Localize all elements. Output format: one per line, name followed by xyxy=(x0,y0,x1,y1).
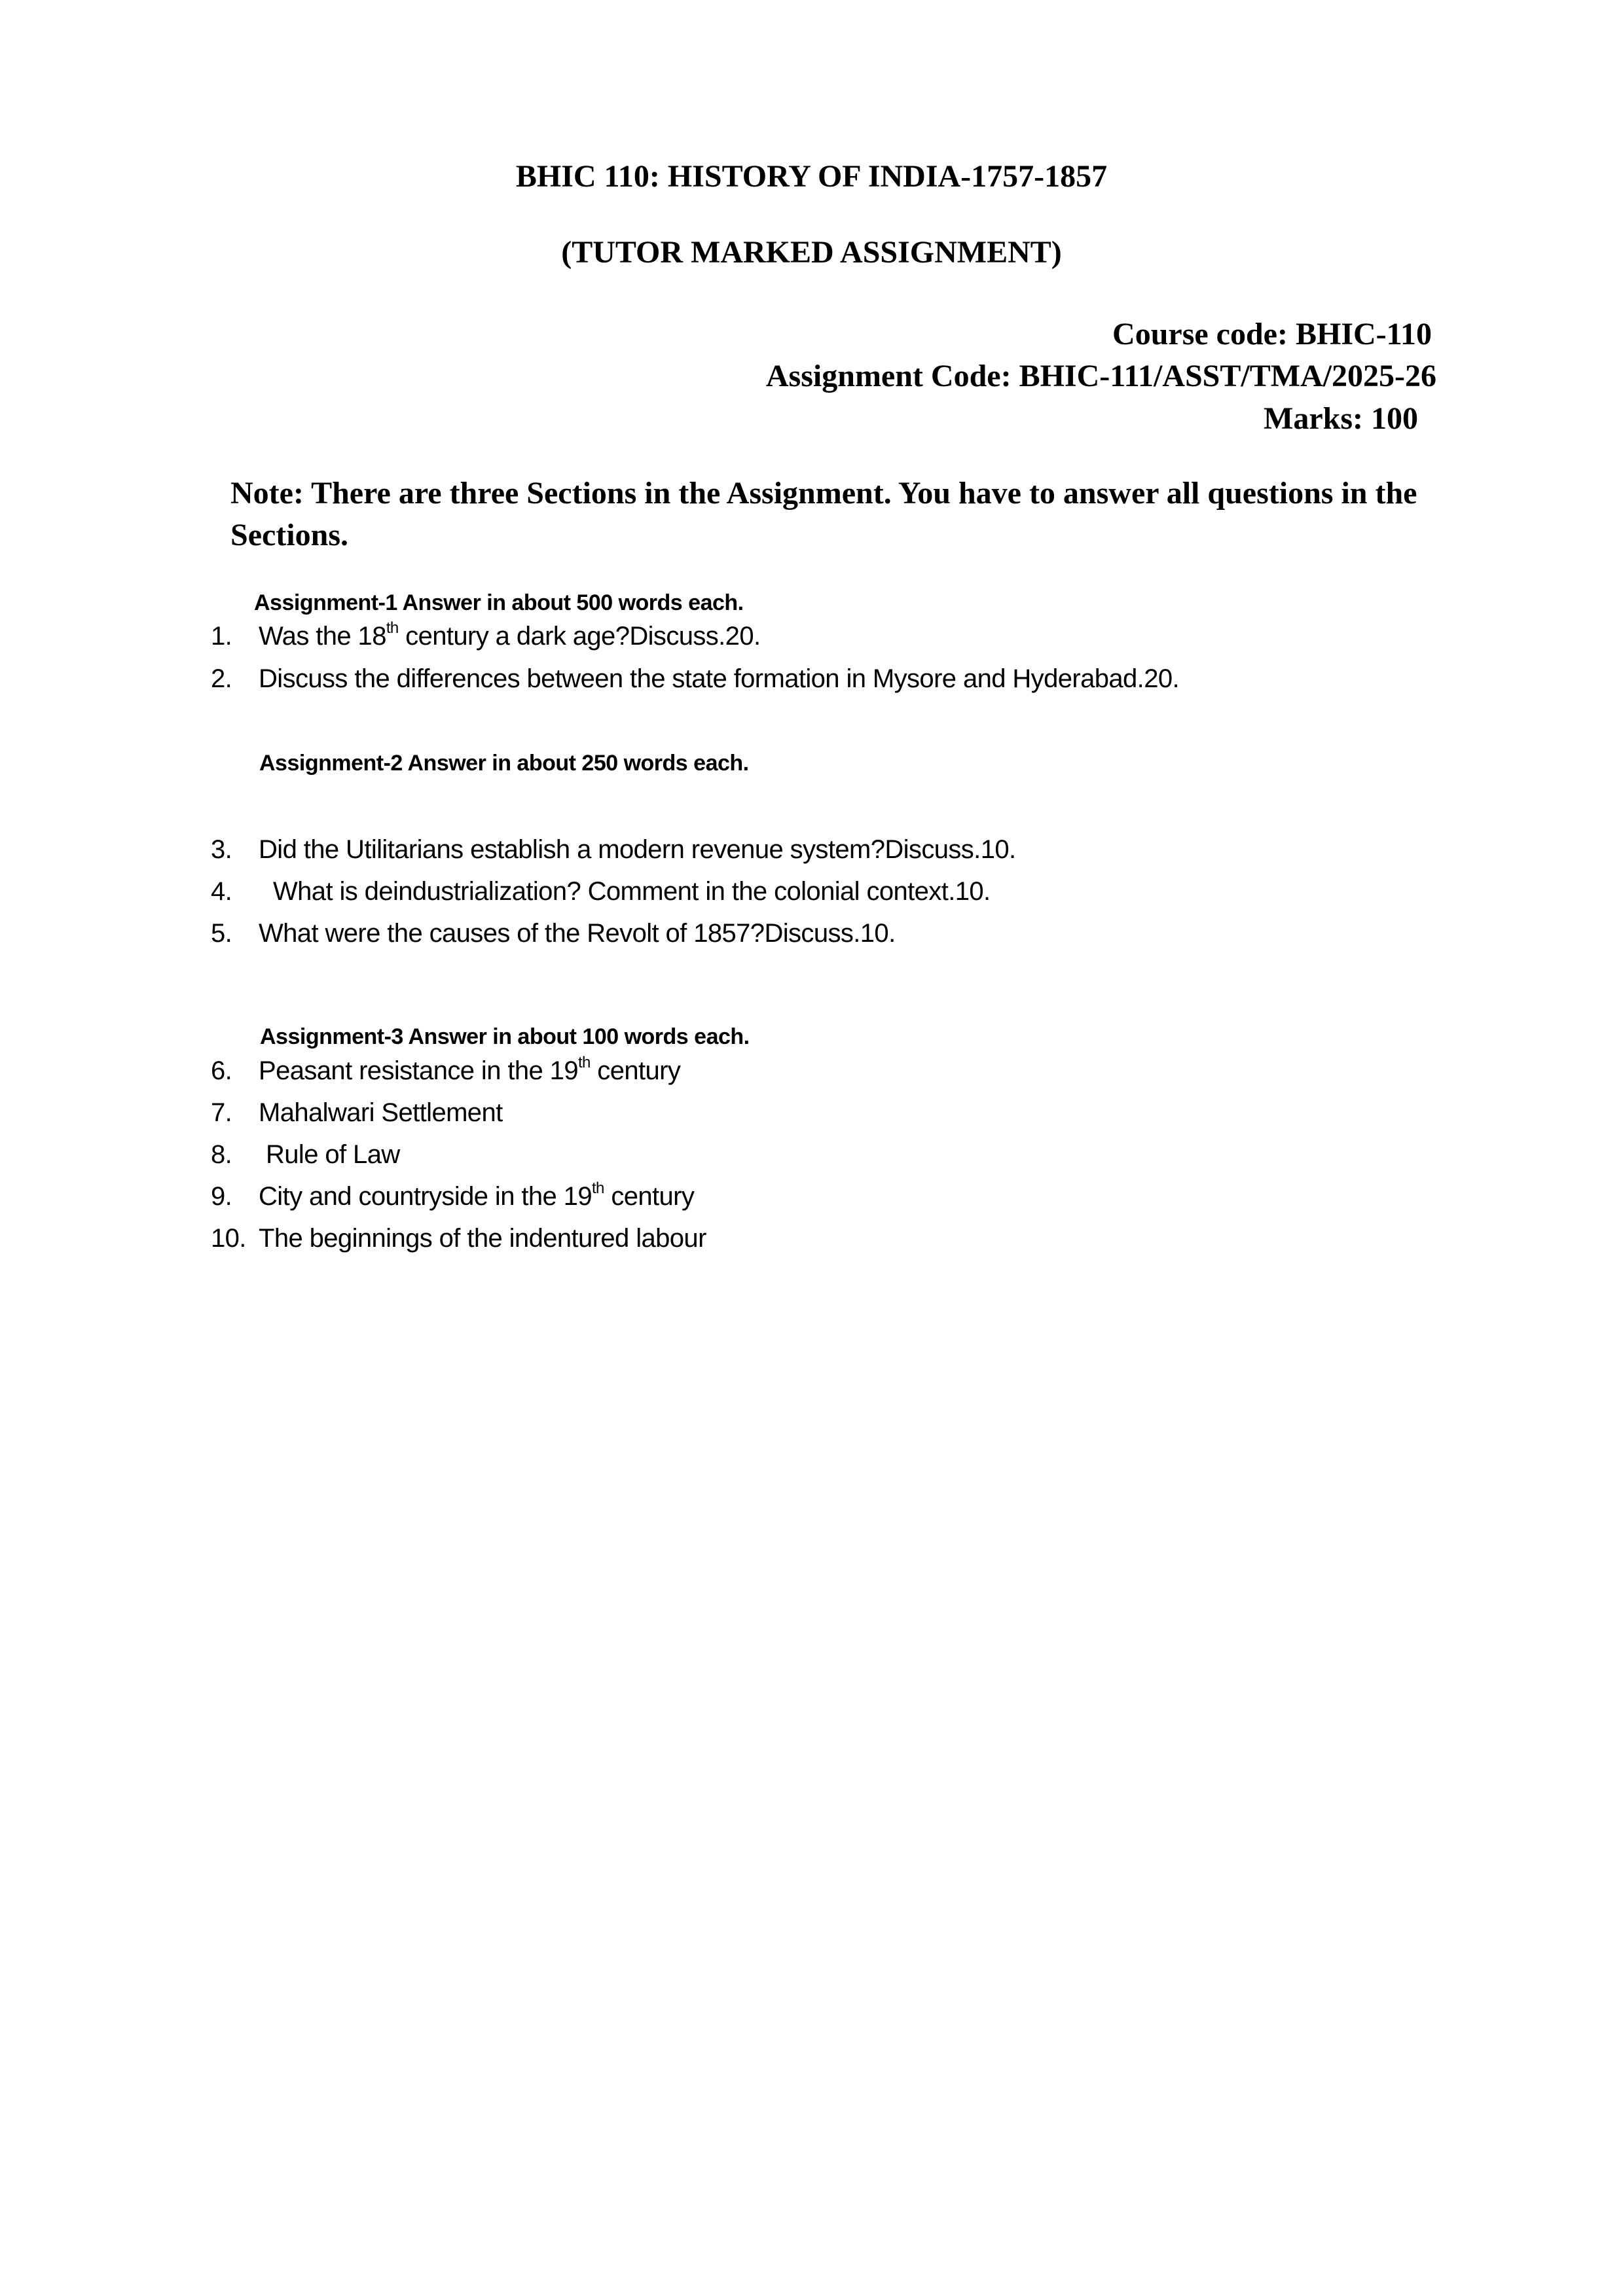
question-text: Rule of Law xyxy=(266,1140,400,1169)
section-heading-3: Assignment-3 Answer in about 100 words each. xyxy=(260,1024,750,1049)
question-number: 6. xyxy=(211,1056,232,1085)
document-subtitle: (TUTOR MARKED ASSIGNMENT) xyxy=(561,235,1062,270)
question-4 xyxy=(211,877,1455,910)
question-text: Did the Utilitarians establish a modern revenue system?Discuss.10. xyxy=(259,835,1016,864)
question-3 xyxy=(211,835,1455,868)
question-number: 5. xyxy=(211,919,232,948)
ordinal-suffix: th xyxy=(591,1179,604,1197)
question-text-cont: century xyxy=(604,1182,695,1211)
question-number: 10. xyxy=(211,1224,246,1253)
question-number: 4. xyxy=(211,877,232,906)
ordinal-suffix: th xyxy=(577,1054,591,1071)
question-number: 8. xyxy=(211,1140,232,1169)
ordinal-suffix: th xyxy=(386,619,399,637)
question-5 xyxy=(211,919,1455,952)
question-number: 2. xyxy=(211,664,232,693)
question-text: What were the causes of the Revolt of 1857?Discuss.10. xyxy=(259,919,896,948)
question-number: 3. xyxy=(211,835,232,864)
document-title: BHIC 110: HISTORY OF INDIA-1757-1857 xyxy=(515,159,1108,194)
question-1 xyxy=(211,619,1455,655)
question-text-cont: century a dark age?Discuss.20. xyxy=(398,622,761,651)
question-text: Peasant resistance in the 19 xyxy=(259,1056,578,1085)
question-text: Was the 18 xyxy=(259,622,386,651)
question-number: 9. xyxy=(211,1182,232,1211)
question-number: 1. xyxy=(211,622,232,651)
assignment-code: Assignment Code: BHIC-111/ASST/TMA/2025-26 xyxy=(765,359,1436,393)
question-text: The beginnings of the indentured labour xyxy=(259,1224,706,1253)
question-7 xyxy=(211,1098,1455,1131)
question-text: What is deindustrialization? Comment in the colonial context.10. xyxy=(273,877,991,906)
question-text: Mahalwari Settlement xyxy=(259,1098,503,1127)
question-10 xyxy=(211,1224,1455,1257)
question-text: Discuss the differences between the state formation in Mysore and Hyderabad.20. xyxy=(259,664,1179,693)
instructions-note: Note: There are three Sections in the Assignment. You have to answer all questions in the Sections. xyxy=(230,476,1417,552)
question-9 xyxy=(211,1179,1455,1215)
question-text-cont: century xyxy=(590,1056,681,1085)
question-text: City and countryside in the 19 xyxy=(259,1182,592,1211)
course-code: Course code: BHIC-110 xyxy=(1112,317,1432,351)
section-heading-1: Assignment-1 Answer in about 500 words each. xyxy=(254,590,744,615)
section-heading-2: Assignment-2 Answer in about 250 words each. xyxy=(259,751,749,776)
question-8 xyxy=(211,1140,1455,1173)
marks: Marks: 100 xyxy=(1264,401,1418,436)
question-6 xyxy=(211,1056,1455,1089)
question-2 xyxy=(211,664,1455,697)
question-number: 7. xyxy=(211,1098,232,1127)
